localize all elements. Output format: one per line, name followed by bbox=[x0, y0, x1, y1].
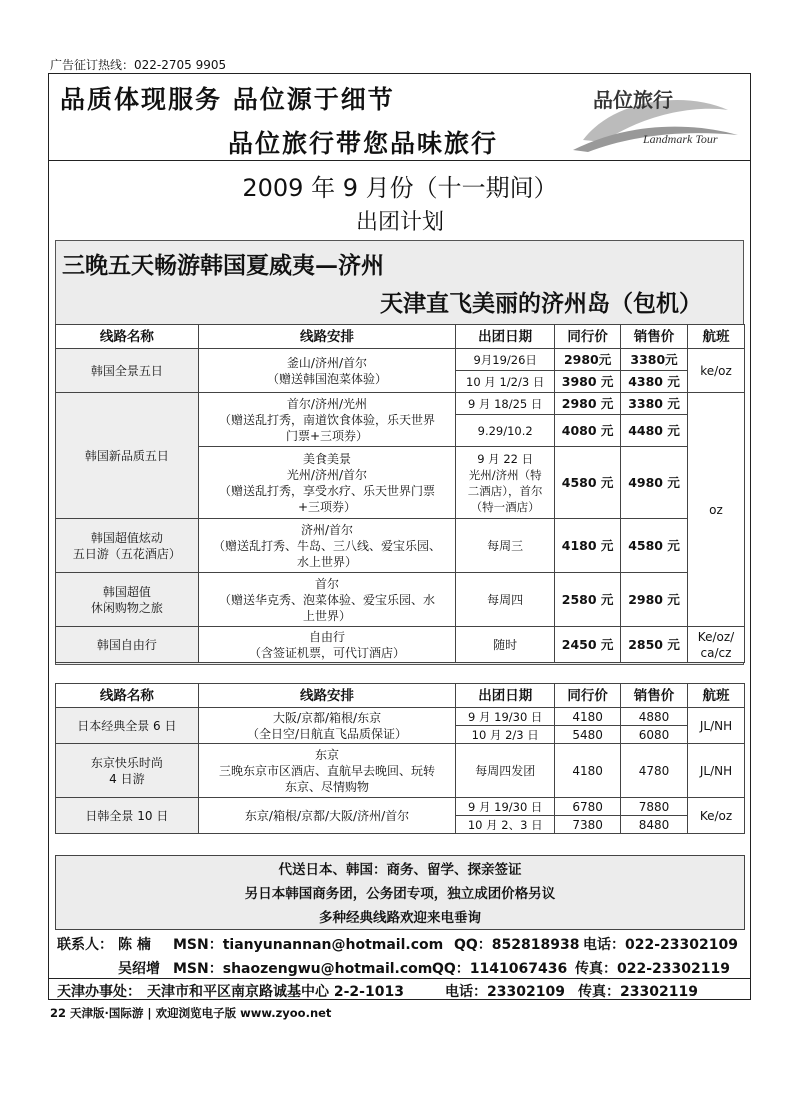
route-line: 东京、尽情购物 bbox=[285, 779, 370, 794]
route-line: 釜山/济州/首尔 bbox=[286, 355, 368, 370]
peer-price: 2580 元 bbox=[555, 573, 621, 627]
name-line: 五日游（五花酒店） bbox=[72, 546, 181, 561]
route-line: 美食美景 bbox=[302, 451, 351, 466]
slogan-line-2: 品位旅行带您品味旅行 bbox=[228, 129, 499, 158]
route-line: （全日空/日航直飞品质保证） bbox=[246, 726, 408, 741]
header-peer-price: 同行价 bbox=[555, 325, 621, 349]
depart-date: 10 月 2、3 日 bbox=[456, 816, 555, 834]
depart-date: 9 月 19/30 日 bbox=[456, 798, 555, 816]
flight-line: Ke/oz/ bbox=[697, 629, 735, 644]
header-route-plan: 线路安排 bbox=[198, 684, 456, 708]
flight: JL/NH bbox=[688, 744, 745, 798]
office-address: 天津市和平区南京路诚基中心 2-2-1013 bbox=[147, 984, 404, 1000]
sale-price: 4580 元 bbox=[621, 519, 688, 573]
route-line: 济州/首尔 bbox=[300, 522, 353, 537]
table-header-row bbox=[56, 684, 745, 708]
flight: Ke/oz bbox=[688, 798, 745, 834]
logo-en-text: Landmark Tour bbox=[643, 132, 718, 146]
landmark-tour-logo bbox=[563, 80, 743, 155]
sale-price: 4380 元 bbox=[621, 371, 688, 393]
sale-price: 6080 bbox=[621, 726, 688, 744]
name-line: 韩国超值 bbox=[102, 584, 151, 599]
table-row bbox=[56, 798, 745, 816]
japan-table bbox=[55, 683, 745, 834]
flight: ke/oz bbox=[688, 349, 745, 393]
header-route-name: 线路名称 bbox=[56, 684, 199, 708]
route-line: +三项券） bbox=[297, 499, 356, 514]
peer-price: 4180 bbox=[555, 744, 621, 798]
sale-price: 4880 bbox=[621, 708, 688, 726]
peer-price: 4180 元 bbox=[555, 519, 621, 573]
plan-subtitle: 出团计划 bbox=[355, 210, 444, 235]
table-row bbox=[56, 519, 745, 573]
table-row bbox=[56, 393, 745, 415]
contact-fax-2: 传真：022-23302119 bbox=[575, 961, 730, 977]
depart-date: 每周四发团 bbox=[456, 744, 555, 798]
route-name: 韩国新品质五日 bbox=[56, 393, 199, 519]
table-row bbox=[56, 349, 745, 371]
office-label: 天津办事处： bbox=[57, 984, 141, 1000]
peer-price: 4580 元 bbox=[555, 447, 621, 519]
peer-price: 4180 bbox=[555, 708, 621, 726]
office-fax: 传真：23302119 bbox=[578, 984, 698, 1000]
peer-price: 7380 bbox=[555, 816, 621, 834]
peer-price: 2980 元 bbox=[555, 393, 621, 415]
header-flight: 航班 bbox=[688, 325, 745, 349]
route-name: 韩国全景五日 bbox=[56, 349, 199, 393]
notice-line-2: 另日本韩国商务团，公务团专项，独立成团价格另议 bbox=[244, 886, 556, 902]
contact-msn-2: MSN：shaozengwu@hotmail.com bbox=[173, 961, 433, 977]
sale-price: 4780 bbox=[621, 744, 688, 798]
header-route-plan: 线路安排 bbox=[198, 325, 455, 349]
name-line: 东京快乐时尚 bbox=[90, 755, 163, 770]
plan-month: 2009 年 9 月份（十一期间） bbox=[242, 174, 558, 202]
contact-label: 联系人： bbox=[57, 937, 113, 953]
peer-price: 2980元 bbox=[555, 349, 621, 371]
sale-price: 8480 bbox=[621, 816, 688, 834]
contact-name-1: 陈 楠 bbox=[118, 937, 151, 953]
sale-price: 4980 元 bbox=[621, 447, 688, 519]
header-route-name: 线路名称 bbox=[56, 325, 199, 349]
date-line: 9 月 22 日 bbox=[477, 451, 534, 466]
route-plan bbox=[198, 573, 455, 627]
header-sale-price: 销售价 bbox=[621, 684, 688, 708]
korea-title-2: 天津直飞美丽的济州岛（包机） bbox=[380, 290, 702, 317]
route-line: 大阪/京都/箱根/东京 bbox=[272, 710, 382, 725]
name-line: 韩国超值炫动 bbox=[90, 530, 163, 545]
route-name: 日本经典全景 6 日 bbox=[56, 708, 199, 744]
route-line: （赠送乱打秀、牛岛、三八线、爱宝乐园、 bbox=[212, 538, 441, 553]
date-line: 二酒店），首尔 bbox=[467, 483, 543, 498]
slogan-line-1: 品质体现服务 品位源于细节 bbox=[60, 85, 395, 114]
depart-date: 9月19/26日 bbox=[456, 349, 555, 371]
notice-line-3: 多种经典线路欢迎来电垂询 bbox=[319, 910, 481, 926]
visa-notice bbox=[55, 855, 745, 930]
table-row bbox=[56, 627, 745, 663]
peer-price: 6780 bbox=[555, 798, 621, 816]
flight bbox=[688, 627, 745, 663]
depart-date: 9 月 18/25 日 bbox=[456, 393, 555, 415]
sale-price: 2980 元 bbox=[621, 573, 688, 627]
page-footer: 22 天津版·国际游 | 欢迎浏览电子版 www.zyoo.net bbox=[50, 1006, 332, 1020]
korea-title-1: 三晚五天畅游韩国夏威夷—济州 bbox=[62, 252, 384, 279]
route-name bbox=[56, 744, 199, 798]
name-line: 4 日游 bbox=[109, 771, 145, 786]
route-line: （赠送乱打秀，享受水疗、乐天世界门票 bbox=[218, 483, 435, 498]
header-peer-price: 同行价 bbox=[555, 684, 621, 708]
route-plan: 东京/箱根/京都/大阪/济州/首尔 bbox=[198, 798, 456, 834]
peer-price: 3980 元 bbox=[555, 371, 621, 393]
date-line: （特一酒店） bbox=[470, 499, 540, 514]
route-plan bbox=[198, 393, 455, 447]
table-row bbox=[56, 708, 745, 726]
depart-date: 10 月 2/3 日 bbox=[456, 726, 555, 744]
depart-date: 10 月 1/2/3 日 bbox=[456, 371, 555, 393]
route-name: 日韩全景 10 日 bbox=[56, 798, 199, 834]
route-line: 水上世界） bbox=[296, 554, 357, 569]
table-row bbox=[56, 573, 745, 627]
route-line: 自由行 bbox=[308, 629, 345, 644]
ad-hotline: 广告征订热线：022-2705 9905 bbox=[50, 58, 227, 72]
peer-price: 2450 元 bbox=[555, 627, 621, 663]
route-line: （赠送韩国泡菜体验） bbox=[266, 371, 387, 386]
route-line: （赠送乱打秀，南道饮食体验，乐天世界 bbox=[218, 412, 435, 427]
route-plan bbox=[198, 744, 456, 798]
route-line: （赠送华克秀、泡菜体验、爱宝乐园、水 bbox=[218, 592, 435, 607]
route-plan bbox=[198, 519, 455, 573]
korea-table bbox=[55, 324, 745, 663]
depart-date: 每周四 bbox=[456, 573, 555, 627]
depart-date: 9.29/10.2 bbox=[456, 415, 555, 447]
sale-price: 3380元 bbox=[621, 349, 688, 371]
name-line: 休闲购物之旅 bbox=[90, 600, 163, 615]
logo-cn-text: 品位旅行 bbox=[593, 88, 673, 112]
contact-name-2: 吴绍增 bbox=[118, 961, 160, 977]
header-date: 出团日期 bbox=[456, 325, 555, 349]
header-date: 出团日期 bbox=[456, 684, 555, 708]
sale-price: 2850 元 bbox=[621, 627, 688, 663]
depart-date: 每周三 bbox=[456, 519, 555, 573]
route-line: 三晚东京市区酒店、直航早去晚回、玩转 bbox=[219, 763, 436, 778]
route-line: （含签证机票，可代订酒店） bbox=[248, 645, 405, 660]
contact-qq-2: QQ：1141067436 bbox=[432, 961, 568, 977]
route-plan bbox=[198, 708, 456, 744]
date-line: 光州/济州（特 bbox=[468, 467, 542, 482]
route-line: 光州/济州/首尔 bbox=[286, 467, 368, 482]
depart-date: 9 月 19/30 日 bbox=[456, 708, 555, 726]
route-plan bbox=[198, 627, 455, 663]
peer-price: 5480 bbox=[555, 726, 621, 744]
route-line: 东京 bbox=[315, 747, 340, 762]
notice-line-1: 代送日本、韩国：商务、留学、探亲签证 bbox=[278, 862, 522, 878]
sale-price: 4480 元 bbox=[621, 415, 688, 447]
sale-price: 3380 元 bbox=[621, 393, 688, 415]
table-row bbox=[56, 744, 745, 798]
divider bbox=[48, 978, 751, 979]
flight-line: ca/cz bbox=[700, 645, 732, 660]
route-line: 首尔 bbox=[314, 576, 339, 591]
sale-price: 7880 bbox=[621, 798, 688, 816]
flight: JL/NH bbox=[688, 708, 745, 744]
route-line: 上世界） bbox=[302, 608, 351, 623]
route-name bbox=[56, 519, 199, 573]
table-header-row bbox=[56, 325, 745, 349]
contact-qq-1: QQ：852818938 bbox=[454, 937, 580, 953]
route-line: 首尔/济州/光州 bbox=[286, 396, 368, 411]
route-plan bbox=[198, 349, 455, 393]
route-plan bbox=[198, 447, 455, 519]
flight: oz bbox=[688, 393, 745, 627]
route-name bbox=[56, 573, 199, 627]
contact-tel-1: 电话：022-23302109 bbox=[583, 937, 738, 953]
depart-date: 随时 bbox=[456, 627, 555, 663]
header-sale-price: 销售价 bbox=[621, 325, 688, 349]
route-name: 韩国自由行 bbox=[56, 627, 199, 663]
divider bbox=[48, 160, 751, 161]
depart-date bbox=[456, 447, 555, 519]
contact-msn-1: MSN：tianyunannan@hotmail.com bbox=[173, 937, 444, 953]
office-tel: 电话：23302109 bbox=[445, 984, 565, 1000]
route-line: 门票+三项券） bbox=[285, 428, 368, 443]
peer-price: 4080 元 bbox=[555, 415, 621, 447]
header-flight: 航班 bbox=[688, 684, 745, 708]
